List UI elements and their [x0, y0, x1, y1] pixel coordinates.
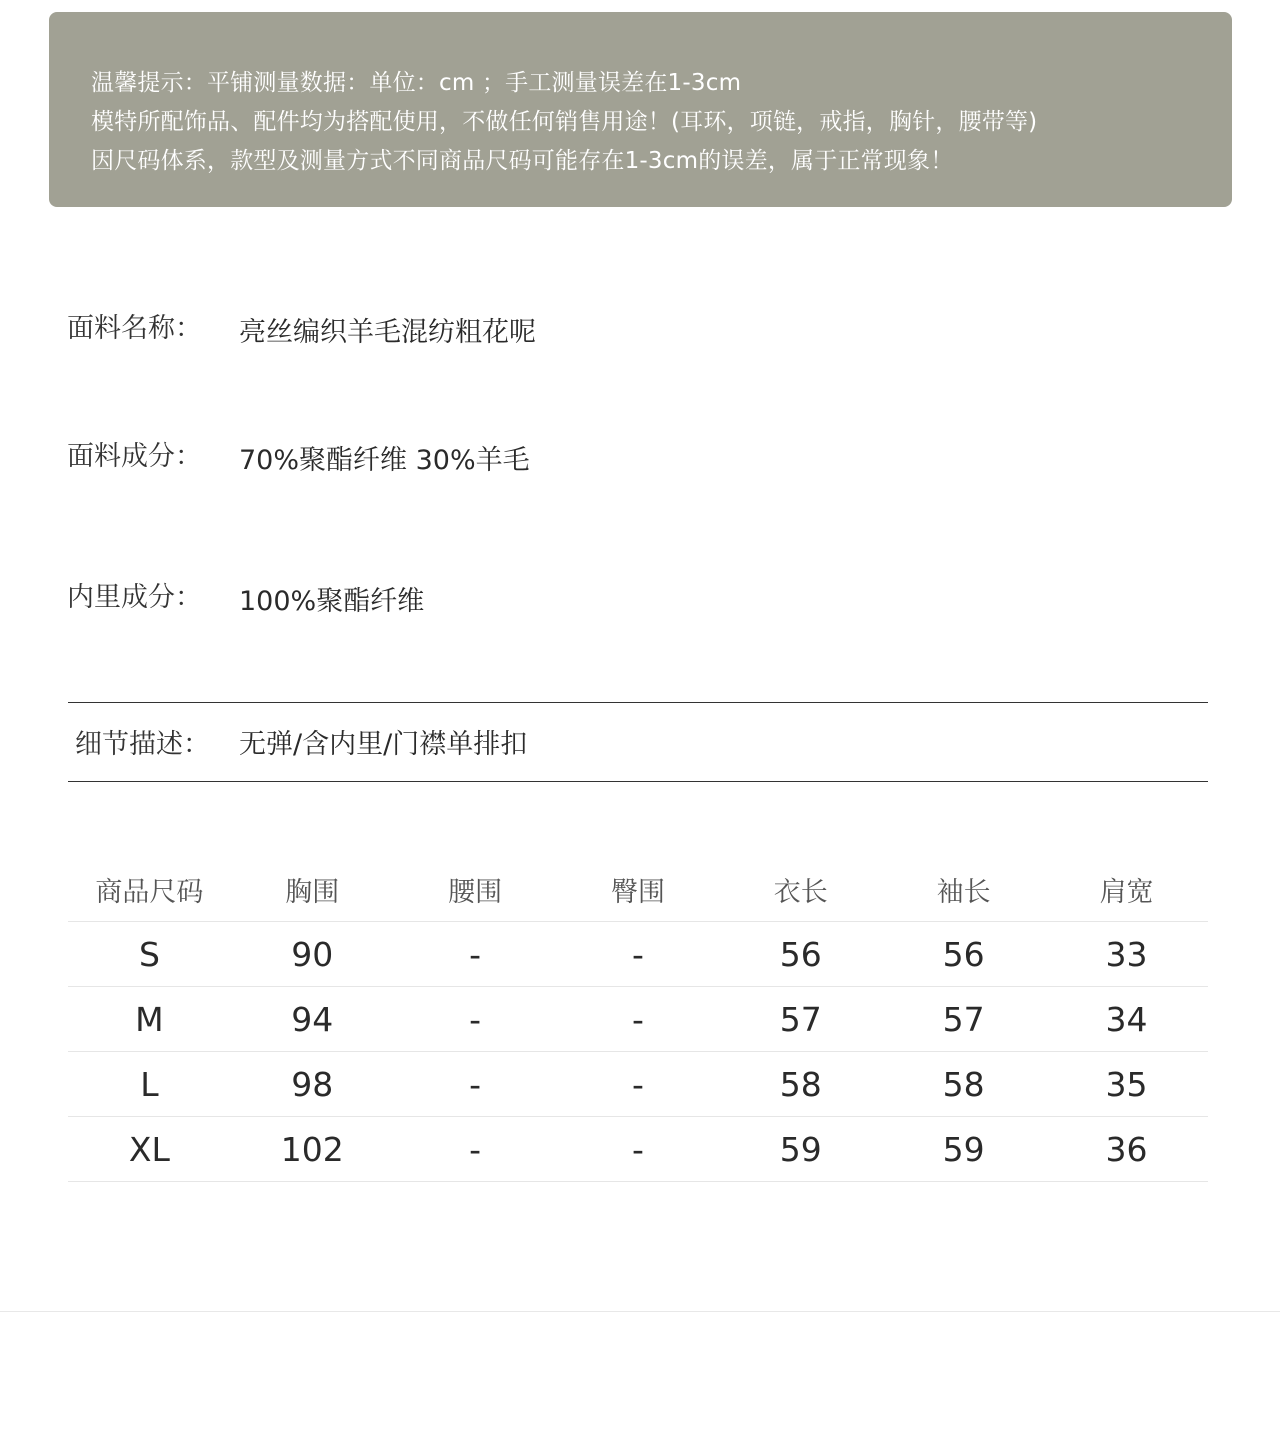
size-table-header-row: [68, 857, 1208, 922]
cell-waist: -: [394, 1052, 557, 1117]
cell-hip: -: [557, 1052, 720, 1117]
cell-hip: -: [557, 1117, 720, 1182]
header-chest: 胸围: [231, 857, 394, 922]
table-row: [68, 1052, 1208, 1117]
cell-waist: -: [394, 987, 557, 1052]
cell-length: 57: [719, 987, 882, 1052]
cell-sleeve: 58: [882, 1052, 1045, 1117]
fabric-composition-label: 面料成分：: [67, 441, 202, 472]
cell-shoulder: 36: [1045, 1117, 1208, 1182]
table-row: [68, 1117, 1208, 1182]
bottom-divider: [0, 1311, 1280, 1312]
header-length: 衣长: [719, 857, 882, 922]
cell-waist: -: [394, 1117, 557, 1182]
cell-shoulder: 34: [1045, 987, 1208, 1052]
notice-line-accessories: 模特所配饰品、配件均为搭配使用，不做任何销售用途！(耳环，项链，戒指，胸针，腰带等): [91, 109, 1038, 135]
detail-value: 无弹/含内里/门襟单排扣: [239, 729, 528, 760]
fabric-name-label: 面料名称：: [67, 313, 202, 344]
detail-bottom-divider: [68, 781, 1208, 782]
header-hip: 臀围: [557, 857, 720, 922]
cell-size: L: [68, 1052, 231, 1117]
notice-banner: [49, 12, 1232, 207]
cell-shoulder: 35: [1045, 1052, 1208, 1117]
cell-hip: -: [557, 922, 720, 987]
detail-top-divider: [68, 702, 1208, 703]
cell-shoulder: 33: [1045, 922, 1208, 987]
lining-composition-label: 内里成分：: [67, 582, 202, 613]
cell-chest: 102: [231, 1117, 394, 1182]
cell-chest: 94: [231, 987, 394, 1052]
fabric-name-value: 亮丝编织羊毛混纺粗花呢: [239, 317, 536, 348]
cell-size: S: [68, 922, 231, 987]
cell-waist: -: [394, 922, 557, 987]
header-shoulder: 肩宽: [1045, 857, 1208, 922]
header-size: 商品尺码: [68, 857, 231, 922]
cell-sleeve: 57: [882, 987, 1045, 1052]
cell-hip: -: [557, 987, 720, 1052]
cell-size: XL: [68, 1117, 231, 1182]
lining-composition-value: 100%聚酯纤维: [239, 586, 425, 617]
cell-size: M: [68, 987, 231, 1052]
notice-line-measurement: 温馨提示：平铺测量数据：单位：cm ；手工测量误差在1-3cm: [91, 70, 742, 96]
cell-chest: 90: [231, 922, 394, 987]
table-row: [68, 987, 1208, 1052]
cell-sleeve: 56: [882, 922, 1045, 987]
cell-sleeve: 59: [882, 1117, 1045, 1182]
header-sleeve: 袖长: [882, 857, 1045, 922]
cell-length: 59: [719, 1117, 882, 1182]
cell-chest: 98: [231, 1052, 394, 1117]
fabric-composition-value: 70%聚酯纤维 30%羊毛: [239, 445, 530, 476]
notice-line-size-error: 因尺码体系，款型及测量方式不同商品尺码可能存在1-3cm的误差，属于正常现象！: [91, 148, 954, 174]
table-row: [68, 922, 1208, 987]
size-table: [68, 857, 1208, 1182]
cell-length: 58: [719, 1052, 882, 1117]
cell-length: 56: [719, 922, 882, 987]
header-waist: 腰围: [394, 857, 557, 922]
detail-label: 细节描述：: [75, 729, 210, 760]
